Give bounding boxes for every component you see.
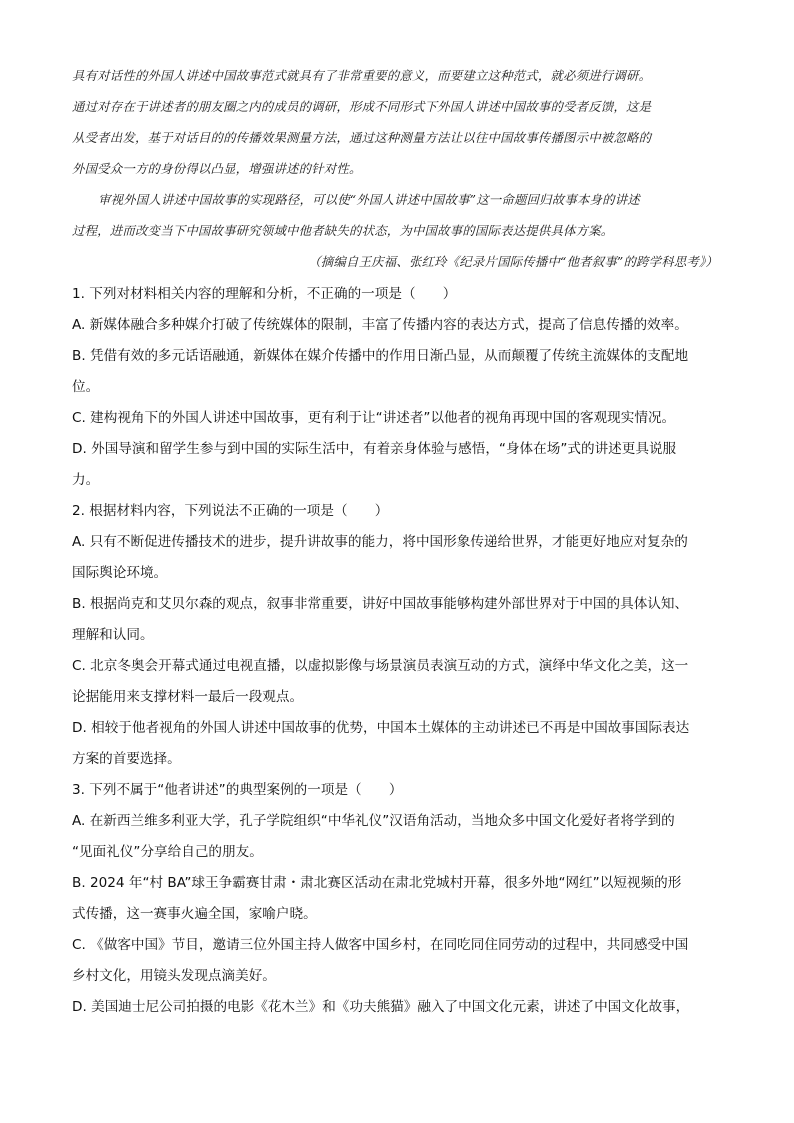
option-b[interactable]: B. 2024 年“村 BA”球王争霸赛甘肃・肃北赛区活动在肃北党城村开幕，很多外地“网红”以短视频的形 [72, 875, 682, 891]
passage-line: 从受者出发，基于对话目的的传播效果测量方法，通过这种测量方法让以往中国故事传播图示中被忽略的 [72, 130, 652, 145]
option-b-continued: 式传播，这一赛事火遍全国，家喻户晓。 [72, 906, 317, 922]
option-d[interactable]: D. 外国导演和留学生参与到中国的实际生活中，有着亲身体验与感悟，“身体在场”式的讲述更具说服 [72, 441, 677, 457]
option-b-continued: 位。 [72, 379, 100, 395]
option-c[interactable]: C. 建构视角下的外国人讲述中国故事，更有利于让“讲述者”以他者的视角再现中国的客观现实情况。 [72, 410, 676, 426]
passage-excerpt [72, 60, 724, 277]
passage-line: 外国受众一方的身份得以凸显，增强讲述的针对性。 [72, 161, 362, 176]
option-b[interactable]: B. 根据尚克和艾贝尔森的观点，叙事非常重要，讲好中国故事能够构建外部世界对于中国的具体认知、 [72, 596, 689, 612]
option-b-continued: 理解和认同。 [72, 627, 154, 643]
option-b[interactable]: B. 凭借有效的多元话语融通，新媒体在媒介传播中的作用日渐凸显，从而颠覆了传统主流媒体的支配地 [72, 348, 689, 364]
option-c[interactable]: C. 北京冬奥会开幕式通过电视直播，以虚拟影像与场景演员表演互动的方式，演绎中华文化之美，这一 [72, 658, 689, 674]
option-d-continued: 方案的首要选择。 [72, 751, 181, 767]
option-d-continued: 力。 [72, 472, 100, 488]
option-a-continued: 国际舆论环境。 [72, 565, 168, 581]
question-stem: 1. 下列对材料相关内容的理解和分析，不正确的一项是（ ） [72, 286, 457, 302]
passage-line: 过程，进而改变当下中国故事研究领域中他者缺失的状态，为中国故事的国际表达提供具体方案。 [72, 223, 614, 238]
option-a[interactable]: A. 只有不断促进传播技术的进步，提升讲故事的能力，将中国形象传递给世界，才能更好地应对复杂的 [72, 534, 688, 550]
option-d[interactable]: D. 相较于他者视角的外国人讲述中国故事的优势，中国本土媒体的主动讲述已不再是中国故事国际表达 [72, 720, 690, 736]
question-stem: 3. 下列不属于“他者讲述”的典型案例的一项是（ ） [72, 782, 403, 798]
questions-section [72, 279, 724, 1023]
option-a[interactable]: A. 在新西兰维多利亚大学，孔子学院组织“中华礼仪”汉语角活动，当地众多中国文化爱好者将学到的 [72, 813, 675, 829]
option-d[interactable]: D. 美国迪士尼公司拍摄的电影《花木兰》和《功夫熊猫》融入了中国文化元素，讲述了中国文化故事， [72, 999, 690, 1015]
passage-line: 具有对话性的外国人讲述中国故事范式就具有了非常重要的意义，而要建立这种范式，就必须进行调研。 [72, 68, 652, 83]
option-a-continued: “见面礼仪”分享给自己的朋友。 [72, 844, 263, 860]
passage-line: 通过对存在于讲述者的朋友圈之内的成员的调研，形成不同形式下外国人讲述中国故事的受者反馈，这是 [72, 99, 652, 114]
option-c[interactable]: C. 《做客中国》节目，邀请三位外国主持人做客中国乡村，在同吃同住同劳动的过程中，共同感受中国 [72, 937, 689, 953]
passage-line: 审视外国人讲述中国故事的实现路径，可以使“外国人讲述中国故事”这一命题回归故事本身的讲述 [98, 192, 640, 207]
option-c-continued: 乡村文化，用镜头发现点滴美好。 [72, 968, 276, 984]
question-stem: 2. 根据材料内容，下列说法不正确的一项是（ ） [72, 503, 389, 519]
option-c-continued: 论据能用来支撑材料一最后一段观点。 [72, 689, 304, 705]
option-a[interactable]: A. 新媒体融合多种媒介打破了传统媒体的限制，丰富了传播内容的表达方式，提高了信息传播的效率。 [72, 317, 688, 333]
source-citation: （摘编自王庆福、张红玲《纪录片国际传播中“他者叙事”的跨学科思考》） [308, 254, 718, 269]
